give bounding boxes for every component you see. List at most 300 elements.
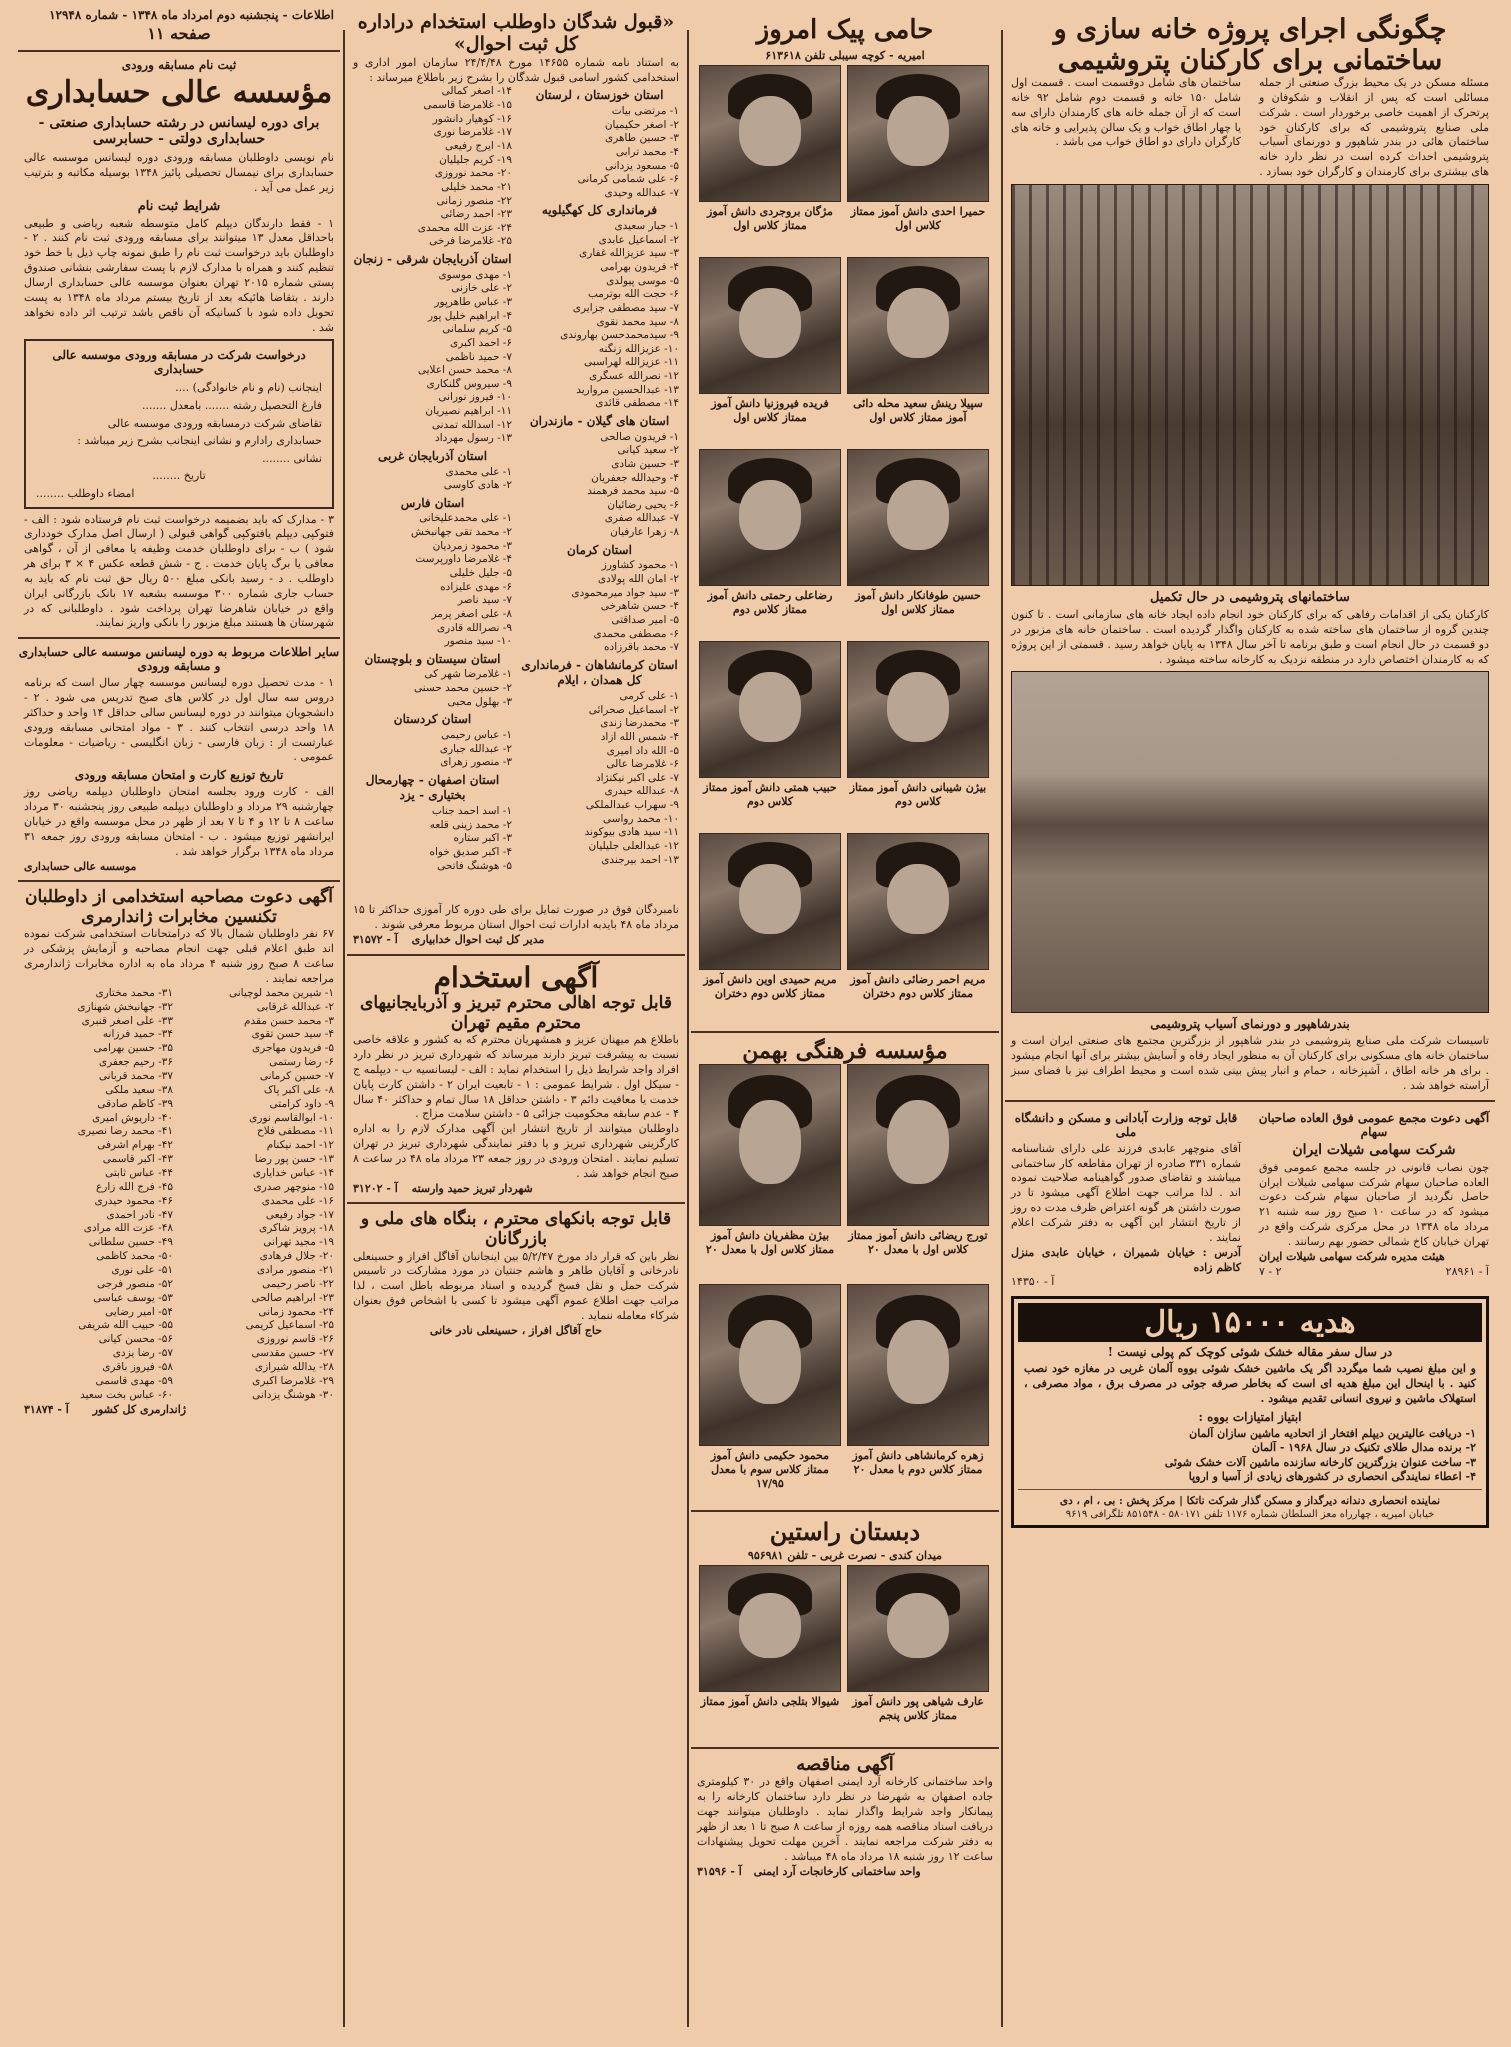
tender-body: واحد ساختمانی کارخانه آرد ایمنی اصفهان واقع در ۳۰ کیلومتری جاده اصفهان به شهرضا در نظر دارد ساختمان کارخانه را به پیمانکار واجد شرایط واگذار نماید . داوطلبان میتوانند جهت دریافت اسناد مناقصه همه روزه از ساعت ۸ صبح تا ۱ بعد از ظهر به دفتر شرکت مراجعه نمایند . آخرین مهلت تحویل پیشنهادات ساعت ۱۲ روز شنبه ۱۸ مرداد ماه ۴۸ میباشد .: [697, 1775, 993, 1863]
region-heading: استان فارس: [400, 495, 465, 510]
gendarmerie-sign: ژاندارمری کل کشور: [92, 1402, 187, 1416]
accounting-intro: نام نویسی داوطلبان مسابقه ورودی دوره لیسانس موسسه عالی حسابداری برای نیمسال تحصیلی پائیز ۱۳۴۸ بوسیله مکاتبه و بترتیب زیر عمل می آید .: [24, 151, 334, 194]
student-card: [847, 65, 989, 233]
student-caption: حمیرا احدی دانش آموز ممتاز کلاس اول: [850, 204, 986, 232]
accepted-name: ۱۳- رسول مهرداد: [435, 432, 512, 445]
school2-title: مؤسسه فرهنگی بهمن: [742, 1037, 948, 1064]
accepted-name: ۱- فریدون صالحی: [600, 430, 679, 443]
registry-title: «قبول شدگان داوطلب استخدام دراداره کل ثبت احوال»: [357, 11, 675, 55]
accepted-name: ۴- اکبر صدیق خواه: [429, 846, 512, 858]
school1-title: حامی پیک امروز: [756, 15, 934, 45]
accepted-name: ۵- الله داد امیری: [606, 744, 679, 757]
accepted-name: ۱۴- اصغر کمالی: [441, 85, 512, 98]
gift-body: و این مبلغ نصیب شما میگردد اگر یک ماشین خشک شوئی بووه آلمان غربی در مغازه خود نصب کنید . با اینحال این مبلغ هدیه ای است که بخاطر صرفه جوئی در مصرف برق ، مواد مصرفی ، استهلاک ماشین و نیروی انسانی تقدیم میشود .: [1024, 1362, 1476, 1405]
employee-name: ۵۴- امیر رضایی: [105, 1305, 173, 1318]
student-card: [699, 1064, 841, 1257]
gendarmerie-code: آ - ۳۱۸۷۴: [24, 1402, 69, 1416]
employee-name: ۳۸- سعید ملکی: [105, 1083, 173, 1096]
student-card: [847, 833, 989, 1001]
accepted-name: ۷- حمید ناظمی: [445, 350, 512, 363]
employee-name: ۵۲- منصور فرجی: [97, 1277, 173, 1290]
employee-name: ۵۸- فیروز باقری: [102, 1361, 173, 1374]
student-photo: [699, 1565, 841, 1692]
student-caption: فریده فیروزنیا دانش آموز ممتاز کلاس اول: [711, 396, 829, 424]
employee-name: ۱۶- علی محمدی: [261, 1194, 334, 1207]
student-caption: رضاعلی رحمتی دانش آموز ممتاز کلاس دوم: [707, 588, 833, 616]
petro-intro: مسئله مسکن در یک محیط بزرگ صنعتی از جمله مسائلی است که پس از انقلاب و شکوفان و پرتحرک از اهمیت خاصی برخوردار است . شرکت ملی صنایع پتروشیمی که برای کارکنان خود ساختمان هائی در بندر شاهپور و دورنمای آسیاب پتروشیمی احداث کرده است در نظر دارد خانه های بیشتری برای کارمندان و کارگران خود بسازد .: [1259, 76, 1489, 179]
accepted-name: ۱- علی محمدی: [445, 465, 512, 478]
employee-name: ۵۹- مهدی قاسمی: [95, 1374, 173, 1387]
accepted-name: ۴- غلامرضا داورپرست: [415, 553, 512, 566]
accepted-name: ۱- محمود کشاورز: [601, 559, 679, 572]
student-photo: [847, 257, 989, 394]
form-line: تقاضای شرکت درمسابقه ورودی موسسه عالی: [107, 416, 322, 430]
school1-students: [691, 65, 999, 1025]
student-caption: محمود حکیمی دانش آموز ممتاز کلاس سوم با معدل ۱۷/۹۵: [710, 1449, 830, 1490]
interview-title: آگهی دعوت مصاحبه استخدامی از داوطلبان تکنسین مخابرات ژاندارمری: [24, 887, 334, 927]
gift-point: ۱- دریافت عالیترین دیپلم افتخار از اتحادیه ماشین سازان آلمان: [1189, 1426, 1476, 1440]
accepted-name: ۲- عبدالله جباری: [439, 742, 512, 755]
student-photo: [699, 449, 841, 586]
accepted-name: ۱۲- عبدالعلی جلیلیان: [588, 840, 679, 853]
form-line: اینجانب (نام و نام خانوادگی) ....: [175, 381, 322, 395]
accepted-name: ۹- سهراب عبدالملکی: [585, 799, 679, 812]
school1-address: امیریه - کوچه سیبلی تلفن ۶۱۳۶۱۸: [765, 48, 925, 62]
column-petrochemical: [1005, 0, 1495, 2047]
gift-advertisement: [1011, 1296, 1489, 1528]
student-caption: بیژن مظفریان دانش آموز ممتاز کلاس اول با معدل ۲۰: [705, 1229, 835, 1256]
gift-subtitle: در سال سفر مقاله خشک شوئی کوچک کم پولی نیست !: [1107, 1345, 1393, 1360]
student-card: [699, 1565, 841, 1709]
accepted-name: ۷- سید مصطفی جزایری: [572, 301, 679, 314]
petro-intro2: ساختمان های شامل دوقسمت است . قسمت اول شامل ۱۵۰ خانه و قسمت دوم شامل ۹۲ خانه است که از آن جمله خانه های کارمندان دارای سه یا چهار اطاق خواب و یک سالن پذیرایی و خانه های کارگران دارای دو اطاق خواب می باشد .: [1011, 76, 1242, 149]
accepted-name: ۸- عبدالله حیدری: [604, 785, 679, 798]
region-heading: استان سیستان و بلوچستان: [364, 651, 501, 666]
accepted-name: ۷- سید ناصر: [457, 594, 512, 607]
accepted-name: ۳- محمدرضا زندی: [600, 717, 679, 730]
employee-name: ۲۸- یدالله شیرازی: [254, 1361, 334, 1374]
accepted-name: ۸- سید محمد نقوی: [596, 315, 679, 328]
accepted-name: ۶- مصطفی محمدی: [593, 627, 679, 640]
student-caption: حبیب همتی دانش آموز ممتاز کلاس دوم: [703, 780, 837, 808]
accepted-name: ۲- اسماعیل صحرائی: [588, 703, 679, 716]
employee-name: ۳۰- هوشنگ یزدانی: [252, 1388, 334, 1401]
accepted-name: ۲- اصغر حکیمیان: [604, 118, 679, 131]
photo2-caption: بندرشاهپور و دورنمای آسیاب پتروشیمی: [1150, 1017, 1350, 1032]
meeting-title: آگهی دعوت مجمع عمومی فوق العاده صاحبان سهام: [1258, 1110, 1490, 1139]
employee-name: ۳۹- کاظم صادقی: [97, 1097, 173, 1110]
employee-name: ۴۶- محمود حیدری: [94, 1194, 173, 1207]
tender-code: آ - ۳۱۵۹۶: [697, 1864, 742, 1878]
accepted-name: ۲۳- احمد رضائی: [440, 208, 512, 221]
gift-point: ۴- اعطاء نمایندگی انحصاری در کشورهای زیادی از آسیا و اروپا: [1188, 1470, 1476, 1484]
accepted-name: ۶- مهدی علیزاده: [440, 580, 512, 593]
school3-address: میدان کندی - نصرت غربی - تلفن ۹۵۶۹۸۱: [747, 1548, 943, 1562]
column-schools: [691, 0, 999, 2047]
accepted-name: ۶- یحیی رضائیان: [607, 498, 679, 511]
documents-text: ۳ - مدارک که باید بضمیمه درخواست ثبت نام فرستاده شود : الف - فتوکپی دیپلم یافتوکپی گواهی قبولی ( ارسال اصل مدارک خودداری شود ) ب - برای داوطلبان خدمت وظیفه یا معافی از آن ، گواهی معافی یا برگ پایان خدمت . ج - شش قطعه عکس ۴ × ۳ برای هر داوطلب . د - رسید بانکی مبلغ ۵۰۰ ریال حق ثبت نام که باید به حساب جاری شماره ۳۰۰ موسسه بشعبه ۱۷ بانک بازرگانی ایران واقع در خیابان شاهرضا تهران پرداخت شود . داوطلبانی که در شهرستان ها هستند مبلغ مزبور را بانکی واریز نمایند.: [24, 512, 334, 630]
employee-name: ۱۵- منوچهر صدری: [253, 1180, 334, 1193]
accepted-name: ۱۱- عزیزالله لهراسبی: [584, 356, 679, 369]
accepted-name: ۶- احمد اکبری: [450, 336, 512, 349]
masthead-header: اطلاعات - پنجشنبه دوم امرداد ماه ۱۳۴۸ - شماره ۱۲۹۴۸: [49, 8, 334, 22]
accepted-name: ۱- مهدی موسوی: [438, 268, 512, 281]
region-heading: استان خوزستان ، لرستان: [535, 88, 664, 103]
employee-name: ۵۰- محمد کاظمی: [96, 1250, 173, 1263]
student-card: [699, 257, 841, 425]
student-caption: مریم احمر رضائی دانش آموز ممتاز کلاس دوم دختران: [850, 972, 986, 1000]
petro-bottom-text: تاسیسات شرکت ملی صنایع پتروشیمی در بندر شاهپور از بزرگترین مجتمع های صنعتی ایران است و ساختمان خانه های مسکونی برای کارکنان آن به منظور ایجاد رفاه و آسایش بیشتر برای آنها انجام میشود . برای هر خانه اطاق ، آشپزخانه ، حمام و انبار پیش بینی شده است و محیط اطراف نیز با فضای سبز آراسته خواهد شد .: [1011, 1034, 1489, 1092]
accepted-name: ۵- هوشنگ فاتحی: [437, 859, 512, 872]
accepted-name: ۱۱- سید هادی بیوکوند: [584, 826, 679, 839]
accepted-name: ۱۱- ابراهیم نصیریان: [425, 405, 512, 418]
employee-name: ۷- حسین کرمانی: [259, 1070, 334, 1083]
employee-name: ۵۱- علی نوری: [111, 1264, 173, 1277]
accepted-name: ۱۰- عزیزالله زنگنه: [598, 342, 679, 355]
ministry-title: قابل توجه وزارت آبادانی و مسکن و دانشگاه ملی: [1014, 1110, 1238, 1139]
photo1-caption: ساختمانهای پتروشیمی در حال تکمیل: [1150, 590, 1350, 605]
accepted-name: ۳- حسین طاهری: [605, 132, 679, 145]
student-photo: [847, 1064, 989, 1226]
student-caption: تورج ریضائی دانش آموز ممتاز کلاس اول با معدل ۲۰: [848, 1229, 988, 1256]
meeting-code: آ - ۲۸۹۶۱: [1445, 1264, 1489, 1278]
accepted-name: ۷- عبدالله صفری: [604, 512, 679, 525]
accepted-name: ۳- سید جواد میرمحمودی: [571, 586, 679, 599]
student-card: [699, 1284, 841, 1490]
accepted-name: ۳- اکبر ستاره: [453, 832, 512, 845]
student-card: [847, 449, 989, 617]
employee-name: ۳۴- حمید فرزانه: [102, 1028, 173, 1041]
interview-names: [18, 987, 340, 1403]
student-caption: زهره کرمانشاهی دانش آموز ممتاز کلاس دوم با معدل ۲۰: [852, 1449, 984, 1476]
student-caption: شیوالا بتلجی دانش آموز ممتاز: [700, 1694, 840, 1708]
employee-name: ۸- علی اکبر پاک: [263, 1083, 334, 1096]
employee-name: ۴۹- حسین سلطانی: [88, 1236, 173, 1249]
accepted-name: ۶- حجت الله بوترمب: [588, 288, 679, 301]
employee-name: ۹- داود کرامتی: [269, 1097, 334, 1110]
student-caption: عارف شیاهی پور دانش آموز ممتاز کلاس پنجم: [852, 1694, 984, 1722]
student-photo: [699, 641, 841, 778]
application-form: [24, 339, 334, 508]
petro-title-1: چگونگی اجرای پروژه خانه سازی و: [1053, 14, 1447, 45]
region-heading: استان های گیلان - مازندران: [529, 414, 670, 429]
employee-name: ۲۹- غلامرضا اکبری: [252, 1374, 334, 1387]
accepted-name: ۲- سعید کیانی: [617, 444, 679, 457]
accepted-name: ۴- شمس الله آزاد: [600, 730, 679, 743]
employee-name: ۱۲- احمد نیکنام: [266, 1139, 334, 1152]
distribution-title: تاریخ توزیع کارت و امتحان مسابقه ورودی: [74, 768, 284, 783]
employee-name: ۱۰- ابوالقاسم نوری: [249, 1111, 334, 1124]
column-accounting: [18, 0, 340, 2047]
accepted-name: ۱۸- ایرج رفیعی: [445, 139, 512, 152]
interview-text: ۶۷ نفر داوطلبان شمال بالا که درامتحانات استخدامی شرکت نموده اند طبق اعلام قبلی جهت انجام مصاحبه و آزمایش پزشکی در ساعت ۸ صبح روز شنبه ۴ مرداد ماه به اداره مخابرات ژاندارمری مراجعه نمایند .: [24, 927, 334, 986]
form-sign: امضاء داوطلب ........: [36, 486, 135, 500]
student-photo: [699, 1064, 841, 1226]
region-heading: استان کرمان: [567, 542, 632, 557]
accepted-name: ۱- علی محمدعلیخانی: [419, 512, 512, 525]
form-line: نشانی ........: [262, 451, 322, 465]
accepted-name: ۲۱- محمد خلیلی: [441, 180, 512, 193]
accepted-name: ۱- غلامرضا شهر کی: [424, 668, 512, 681]
distribution-text: الف - کارت ورود بجلسه امتحان داوطلبان دیپلمه ریاضی روز چهارشنبه ۲۹ مرداد و داوطلبان دیپلمه طبیعی روز پنجشنبه ۳۰ مرداد ساعت ۸ تا ۱۲ و ۴ تا ۷ بعد از ظهر در محل موسسه واقع در خیابان ایرانشهر توزیع میشود . ب - امتحان مسابقه ورودی روز جمعه ۳۱ مرداد ماه ۱۳۴۸ برگزار خواهد شد .: [24, 785, 335, 858]
meeting-code2: ۲ - ۷: [1259, 1264, 1282, 1278]
accepted-name: ۱- علی کرمی: [619, 690, 679, 702]
accepted-name: ۳- سید عزیزالله غفاری: [579, 247, 679, 260]
accepted-name: ۳- حسین شادی: [611, 457, 679, 470]
column-registry: [347, 0, 685, 2047]
employee-name: ۳۷- محمد قربانی: [98, 1070, 173, 1083]
region-heading: استان آذربایجان غربی: [377, 448, 488, 463]
student-card: [699, 833, 841, 1001]
student-photo: [699, 65, 841, 202]
accepted-name: ۹- سیدمحمدحسن بهاروندی: [560, 329, 679, 342]
accepted-name: ۲- محمد زینی قلعه: [429, 818, 512, 831]
employment-ad-subtitle: قابل توجه اهالی محترم تبریز و آذربایجانیهای محترم مقیم تهران: [360, 993, 672, 1033]
accepted-name: ۵- سید محمد فرهمند: [587, 485, 679, 498]
registry-code: آ - ۳۱۵۷۲: [353, 933, 398, 947]
student-photo: [699, 1284, 841, 1446]
employee-name: ۲۴- محمود زمانی: [258, 1305, 334, 1318]
accepted-name: ۸- زهرا عارفیان: [610, 526, 679, 539]
ministry-code: آ - ۱۴۳۵۰: [1011, 1275, 1055, 1289]
student-card: [847, 1284, 989, 1477]
accepted-name: ۳- عباس طاهرپور: [434, 295, 512, 308]
accepted-name: ۲- حسین محمد حسنی: [414, 682, 512, 695]
accepted-name: ۵- امیر صداقتی: [611, 613, 679, 626]
student-caption: حسین طوفانکار دانش آموز ممتاز کلاس اول: [855, 588, 981, 616]
accepted-name: ۵- موسی پیولدی: [606, 274, 679, 287]
school3-title: دبستان راستین: [769, 1517, 921, 1547]
employee-name: ۳۱- محمد مختاری: [95, 986, 173, 999]
employee-name: ۵۳- یوسف عباسی: [93, 1291, 173, 1304]
student-card: [847, 1064, 989, 1257]
column-rule: [1001, 30, 1003, 2027]
accepted-name: ۱۳- احمد بیرجندی: [601, 853, 679, 866]
gift-points-title: ابتیاز امتیازات بووه :: [1198, 1409, 1302, 1424]
student-photo: [847, 641, 989, 778]
employee-name: ۲۶- قاسم نوروزی: [256, 1333, 334, 1346]
employee-name: ۲۰- جلال فرهادی: [259, 1250, 334, 1263]
accepted-name: ۲- امان الله پولادی: [597, 572, 679, 585]
employee-name: ۶- رضا رستمی: [269, 1056, 334, 1069]
student-card: [847, 1565, 989, 1723]
accepted-name: ۴- حسن شاهرخی: [600, 600, 679, 613]
accepted-name: ۱۰- سید منصور: [444, 635, 512, 648]
accepted-name: ۷- عبدالله وحیدی: [604, 186, 679, 199]
accepted-name: ۴- ابراهیم خلیل پور: [428, 309, 512, 322]
accepted-name: ۴- وحیدالله جعفریان: [591, 471, 679, 484]
accepted-name: ۳- منصور زهرای: [440, 756, 512, 769]
ministry-sign: آدرس : خیابان شمیران ، خیابان عابدی منزل کاظم زاده: [1011, 1245, 1241, 1274]
conditions-text: ۱ - فقط دارندگان دیپلم کامل متوسطه شعبه ریاضی و طبیعی باحداقل معدل ۱۳ میتوانند برای مسابقه ورودی ثبت نام کنند . ۲ - داوطلبان باید درخواست ثبت نام را طبق نمونه چاپ ذیل با خط خود تنظیم کنند و همراه با مدارک لازم با پست سفارشی بنشانی صندوق پستی شماره ۲۰۱۵ تهران بعنوان موسسه عالی حسابداری ارسال دارند . بتقاضا هائیکه بعد از تاریخ بیستم مرداد ماه ۱۳۴۸ به پست تحویل داده شود با کسانیکه آن ناقص باشد ترتیب اثر داده نخواهد شد .: [24, 216, 335, 334]
accepted-name: ۳- بهلول محبی: [447, 695, 512, 708]
student-photo: [699, 833, 841, 970]
accepted-name: ۱۹- کریم جلیلیان: [439, 153, 512, 166]
student-caption: مژگان بروجردی دانش آموز ممتاز کلاس اول: [707, 204, 833, 232]
employee-name: ۵۷- رضا یزدی: [112, 1347, 173, 1360]
conditions-title: شرایط ثبت نام: [137, 198, 221, 214]
accepted-name: ۱۷- غلامرضا نوری: [433, 126, 512, 139]
accepted-name: ۵- کریم سلمانی: [442, 323, 512, 336]
accepted-name: ۵- جلیل خلیلی: [449, 567, 512, 580]
accepted-name: ۷- محمد باقرزاده: [604, 641, 679, 654]
regions-list: [347, 85, 685, 903]
distribution-sign: موسسه عالی حسابداری: [24, 859, 137, 873]
accepted-name: ۲۵- غلامرضا فرخی: [429, 235, 512, 248]
petro-title-2: ساختمانی برای کارکنان پتروشیمی: [1057, 45, 1443, 77]
region-heading: استان اصفهان - چهارمحال بختیاری - یزد: [365, 772, 500, 803]
student-caption: سپیلا رینش سعید محله دائی آموز ممتاز کلاس اول: [853, 396, 983, 424]
gift-title: هدیه ۱۵۰۰۰ ریال: [1018, 1303, 1482, 1342]
accepted-name: ۲۴- عزت الله محمدی: [417, 221, 512, 234]
student-photo: [699, 257, 841, 394]
school2-students: [691, 1064, 999, 1504]
employee-name: ۴۱- محمد رضا نصیری: [77, 1125, 173, 1138]
student-photo: [847, 833, 989, 970]
petro-mid-text: کارکنان یکی از اقدامات رفاهی که برای کارکنان خود انجام داده ایجاد خانه های سازمانی است . تا کنون چندین گروه از ساختمان های ساخته شده به کارکنان واگذار گردیده است . ساختمان خانه های مزبور در دو قسمت در حال انجام است و طبق برنامه تا آخر سال ۱۳۴۸ به پایان خواهد رسید . قسمتی از این پروژه که به کارمندان اختصاص دارد در منطقه نزدیک به کارخانه ساخته میشود .: [1011, 608, 1490, 666]
accepted-name: ۱۰- محمد رواسی: [602, 812, 679, 825]
registry-note: نامبردگان فوق در صورت تمایل برای طی دوره کار آموزی حداکثر تا ۱۵ مرداد ماه ۴۸ بایدبه ادارات ثبت احوال استان مربوط معرفی شوند .: [353, 903, 679, 932]
employee-name: ۶۰- عباس بخت سعید: [80, 1388, 173, 1401]
registry-sign: مدیر کل ثبت احوال خدابیاری: [411, 933, 545, 947]
accepted-name: ۱۰- فیروز نورانی: [438, 391, 512, 404]
employee-name: ۳- محمد حسن مقدم: [244, 1014, 334, 1027]
employee-name: ۲۲- ناصر رحیمی: [262, 1277, 334, 1290]
student-caption: مریم حمیدی اوین دانش آموز ممتاز کلاس دوم دختران: [703, 972, 837, 1000]
employee-name: ۵- فریدون مهاجری: [251, 1042, 334, 1055]
student-card: [699, 449, 841, 617]
accepted-name: ۴- محمد ترابی: [615, 145, 679, 158]
student-photo: [847, 449, 989, 586]
registry-intro: به استناد نامه شماره ۱۴۶۵۵ مورخ ۲۴/۴/۴۸ سازمان امور اداری و استخدامی کشور اسامی قبول شدگان را بشرح زیر باطلاع میرساند :: [353, 55, 679, 84]
region-heading: استان آذربایجان شرقی - زنجان: [353, 252, 512, 267]
column-rule: [343, 30, 345, 2027]
harbor-photo: [1011, 671, 1489, 1013]
employee-name: ۴- سید حسن تقوی: [251, 1028, 334, 1041]
meeting-sign: هیئت مدیره شرکت سهامی شیلات ایران: [1259, 1249, 1445, 1263]
tender-title: آگهی مناقصه: [796, 1753, 894, 1775]
accepted-name: ۸- علی اصغر پرمر: [431, 607, 512, 620]
accepted-name: ۱۵- غلامرضا قاسمی: [423, 99, 512, 112]
employee-name: ۱۷- جواد رفیعی: [265, 1208, 334, 1221]
employee-name: ۱۳- حسن پور رضا: [254, 1153, 334, 1166]
gift-point: ۲- برنده مدال طلای تکنیک در سال ۱۹۶۸ - آلمان: [1251, 1441, 1476, 1455]
accepted-name: ۲- اسماعیل عابدی: [598, 233, 679, 246]
accounting-subtitle: برای دوره لیسانس در رشته حسابداری صنعتی - حسابداری دولتی - حسابرسی: [38, 114, 320, 147]
accepted-name: ۱- اسد احمد جناب: [431, 805, 512, 818]
region-heading: استان کرمانشاهان - فرمانداری کل همدان ، ایلام: [521, 657, 678, 688]
school3-students: [691, 1565, 999, 1741]
student-card: [699, 641, 841, 809]
employee-name: ۱- شیرین محمد لوچیانی: [228, 986, 334, 999]
more-info-text: ۱ - مدت تحصیل دوره لیسانس موسسه چهار سال است که برنامه دروس سه سال اول در کلاس های صبح تدریس می شود . ۲ - دانشجویان میتوانند در دوره لیسانس سالی حداقل ۱۴ واحد و حداکثر ۱۸ واحد درسی انتخاب کنند . ۳ - مواد امتحانی مسابقه ورودی عبارتست از : زبان فارسی - زبان انگلیسی - ریاضیات - معلومات عمومی .: [24, 676, 335, 764]
employee-name: ۴۳- اکبر قاسمی: [102, 1153, 173, 1166]
employee-name: ۴۸- عزت الله مرادی: [83, 1222, 173, 1235]
employee-name: ۳۲- جهانبخش شهنازی: [77, 1000, 173, 1013]
accepted-name: ۳- محمود زمردیان: [432, 539, 512, 552]
employee-name: ۳۵- حسین بهرامی: [93, 1042, 173, 1055]
employee-name: ۲۷- حسین مقدسی: [251, 1347, 334, 1360]
bank-notice-body: نظر باین که قرار داد مورخ ۵/۲/۴۷ بین اینجانبان آقاگل افراز و حسینعلی نادرخانی و آقایان طاهر و هاشم جنتیان در مورد مشارکت در تاسیس شرکت حمل و نقل فسخ گردیده و اسناد مربوطه باطل است ، لذا مراتب جهت اطلاع عموم آگهی میشود تا کسی با اشخاص فوق بعنوان شرکاء معامله ننماید .: [353, 1249, 679, 1322]
more-info-title: سایر اطلاعات مربوط به دوره لیسانس موسسه عالی حسابداری و مسابقه ورودی: [18, 645, 340, 674]
accepted-name: ۱- عباس رحیمی: [441, 728, 512, 741]
employee-name: ۲۵- اسماعیل کریمی: [245, 1319, 334, 1332]
employee-name: ۴۵- فرج الله زارع: [96, 1180, 173, 1193]
student-photo: [847, 1565, 989, 1692]
accepted-name: ۲۰- محمد نوروزی: [434, 167, 512, 180]
employment-ad-title: آگهی استخدام: [433, 960, 599, 994]
employment-ad-code: آ - ۳۱۲۰۲: [353, 1181, 398, 1195]
accounting-title: مؤسسه عالی حسابداری: [25, 75, 333, 111]
employment-ad-body: باطلاع هم میهنان عزیز و همشهریان محترم که به کشور و علاقه خاصی نسبت به پیشرفت تبریز دارند میرساند که شهرداری تبریز در نظر دارد افراد واجد شرایط ذیل را استخدام نماید : الف - لیسانسیه ب - دیپلمه ج - سیکل اول . شرایط عمومی : ۱ - تابعیت ایران ۲ - داشتن کارت پایان خدمت یا معافیت دائم ۳ - داشتن حداقل ۱۸ سال تمام و حداکثر ۴۰ سال ۴ - عدم سابقه محکومیت جزائی ۵ - داشتن سلامت مزاج .: [353, 1033, 679, 1121]
form-date: تاریخ ........: [152, 469, 206, 483]
student-card: [847, 641, 989, 809]
accepted-name: ۱۴- مصطفی قائدی: [595, 397, 679, 410]
accepted-name: ۱۲- اسدالله تمدنی: [431, 418, 512, 431]
employee-name: ۱۸- پرویز شاکری: [258, 1222, 334, 1235]
form-title: درخواست شرکت در مسابقه ورودی موسسه عالی حسابداری: [52, 348, 306, 377]
accepted-name: ۲- محمد تقی جهانبخش: [411, 526, 512, 539]
region-heading: استان کردستان: [393, 712, 472, 727]
employment-ad-sign: شهردار تبریز حمید وارسته: [411, 1181, 533, 1195]
accepted-name: ۱- مرتضی بیات: [611, 104, 679, 117]
page-number: صفحه ۱۱: [147, 23, 211, 43]
employee-name: ۱۴- عباس خدایاری: [252, 1167, 334, 1180]
accounting-tag: ثبت نام مسابقه ورودی: [121, 58, 237, 73]
accepted-name: ۸- محمد حسن اعلایی: [417, 364, 512, 377]
accepted-name: ۱۲- نصرالله عسگری: [589, 370, 679, 383]
meeting-body: چون نصاب قانونی در جلسه مجمع عمومی فوق العاده صاحبان سهام شرکت سهامی شیلات ایران حاصل نگردید از صاحبان سهام شرکت دعوت میشود که در ساعت ۱۰ صبح روز سه شنبه ۲۱ مرداد ماه ۱۳۴۸ در محل مرکزی شرکت واقع در تهران خیابان کاخ شمالی حضور بهم رسانند .: [1259, 1160, 1489, 1248]
accepted-name: ۱۳- عبدالحسین مروارید: [576, 383, 679, 396]
accepted-name: ۱۶- کوهیار دانشور: [432, 112, 512, 125]
accepted-name: ۹- سیروس گلنکاری: [426, 377, 512, 390]
column-rule: [687, 30, 689, 2027]
form-line: حسابداری رادارم و نشانی اینجانب بشرح زیر میباشد :: [77, 434, 322, 448]
employee-name: ۳۶- رحیم جعفری: [98, 1056, 173, 1069]
gift-address: خیابان امیریه ، چهارراه معز السلطان شماره ۱۱۷۶ تلفن ۵۸۰۱۷۱ - ۸۵۱۵۴۸ تلگرافی ۹۶۱۹: [1065, 1508, 1435, 1520]
accepted-name: ۲- هادی کاوسی: [443, 479, 512, 492]
petrochemical-construction-photo: [1011, 184, 1489, 586]
accepted-name: ۲۲- منصور زمانی: [436, 194, 512, 207]
ministry-body: آقای منوچهر عابدی فرزند علی دارای شناسنامه شماره ۳۳۱ صادره از تهران مقاطعه کار ساختمانی میباشند و تقاضای صدور گواهینامه صلاحیت نموده اند . لذا مراتب جهت اطلاع آگهی میشود تا در صورت داشتن هر گونه اعتراض ظرف مدت ده روز از تاریخ انتشار این آگهی به دفتر شرکت اعلام نمایند .: [1011, 1141, 1241, 1244]
gift-point: ۳- ساخت عنوان بزرگترین کارخانه سازنده ماشین آلات خشک شوئی: [1164, 1455, 1476, 1469]
employment-ad-body2: داوطلبان میتوانند از تاریخ انتشار این آگهی مدارک لازم را به اداره کارگزینی شهرداری تبریز و یا دفتر نمایندگی شهرداری تبریز در تهران تسلیم نمایند . امتحان ورودی در روز جمعه ۲۳ مرداد ماه ۴۸ در ساعت ۸ صبح انجام خواهد شد .: [353, 1122, 679, 1180]
tender-sign: واحد ساختمانی کارخانجات آرد ایمنی: [753, 1864, 921, 1878]
employee-name: ۴۰- داریوش امیری: [91, 1111, 173, 1124]
employee-name: ۱۱- مصطفی فلاح: [257, 1125, 334, 1138]
form-line: فارغ التحصیل رشته ....... بامعدل .......: [141, 398, 322, 412]
bank-notice-sign: حاج آقاگل افراز ، حسینعلی نادر خانی: [429, 1323, 603, 1337]
employee-name: ۳۳- علی اصغر قنبری: [81, 1014, 173, 1027]
accepted-name: ۴- فریدون بهرامی: [600, 260, 679, 273]
employee-name: ۴۷- نادر احمدی: [106, 1208, 173, 1221]
student-photo: [847, 65, 989, 202]
employee-name: ۲۱- منصور مرادی: [256, 1264, 334, 1277]
accepted-name: ۷- علی اکبر نیکنژاد: [595, 771, 679, 784]
student-card: [699, 65, 841, 233]
student-card: [847, 257, 989, 425]
employee-name: ۲۳- ابراهیم صالحی: [251, 1291, 334, 1304]
bank-notice-title: قابل توجه بانکهای محترم ، بنگاه های ملی و بازرگانان: [360, 1209, 672, 1250]
accepted-name: ۵- مسعود یزدانی: [604, 159, 679, 172]
employee-name: ۲- عبدالله غرقابی: [256, 1000, 334, 1013]
student-photo: [847, 1284, 989, 1446]
employee-name: ۴۴- عباس ثابتی: [105, 1167, 173, 1180]
employee-name: ۱۹- مجید تهرانی: [263, 1236, 334, 1249]
gift-footer: نماینده انحصاری دندانه دیرگداز و مسکن گذار شرکت ناتکا | مرکز پخش : بی ، ام ، دی: [1059, 1494, 1441, 1507]
accepted-name: ۹- نصرالله قادری: [436, 621, 512, 634]
accepted-name: ۶- علی شمامی کرمانی: [577, 173, 679, 186]
